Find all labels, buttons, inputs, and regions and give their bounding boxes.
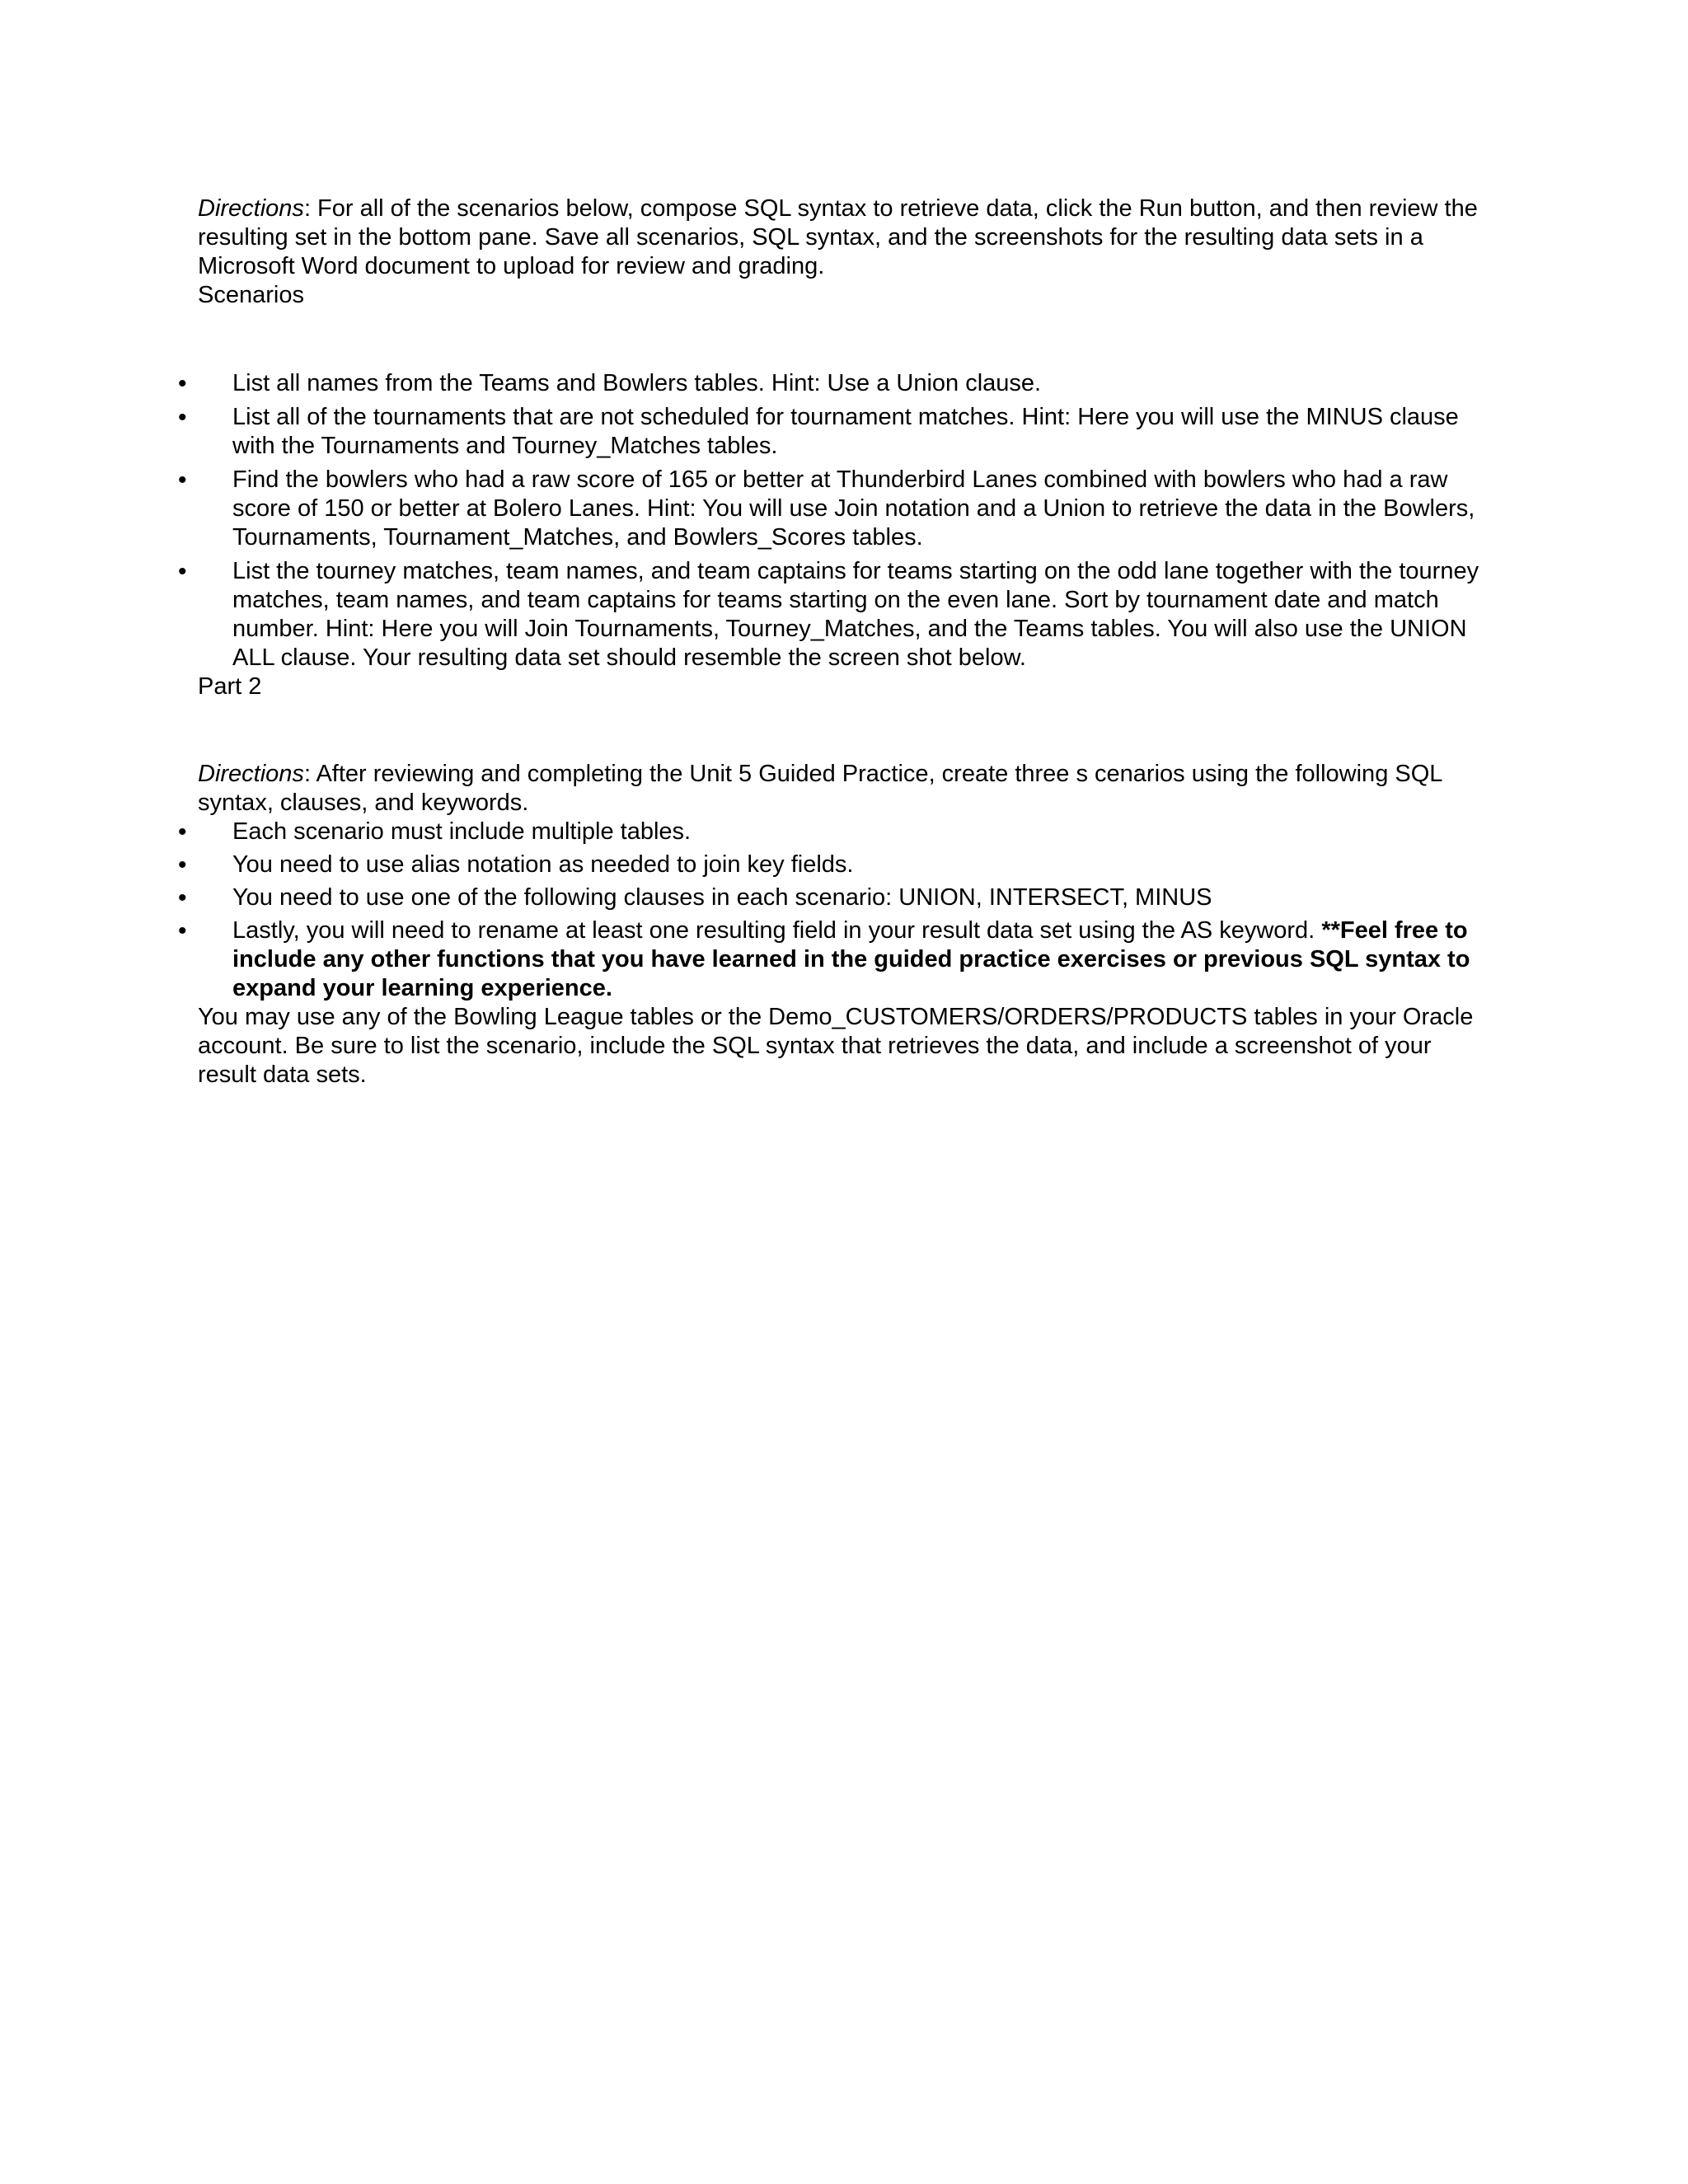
requirement-bold-note: **Feel free to include any other functions that you have learned in the guided practice exercises or previous SQL syntax to expand your learning experience. bbox=[232, 917, 1470, 1001]
directions-text: : After reviewing and completing the Unit 5 Guided Practice, create three s cenarios using the following SQL syntax, clauses, and keywords. bbox=[198, 761, 1442, 816]
scenario-list bbox=[198, 369, 1496, 673]
list-item: • You need to use alias notation as needed to join key fields. bbox=[198, 851, 1496, 879]
list-item: • You need to use one of the following clauses in each scenario: UNION, INTERSECT, MINUS bbox=[198, 883, 1496, 912]
document-body bbox=[198, 194, 1496, 1090]
requirement-list bbox=[198, 818, 1496, 1003]
list-item: • List all names from the Teams and Bowlers tables. Hint: Use a Union clause. bbox=[198, 369, 1496, 398]
closing-paragraph: You may use any of the Bowling League tables or the Demo_CUSTOMERS/ORDERS/PRODUCTS tables in your Oracle account. Be sure to list the scenario, include the SQL syntax that retrieves the data, and include a screenshot of your result data sets. bbox=[198, 1004, 1474, 1088]
list-item: • List the tourney matches, team names, and team captains for teams starting on the odd lane together with the tourney matches, team names, and team captains for teams starting on the even lane. Sort by tournament date and match number. Hint: Here you will Join Tournaments, Tourney_Matches, and the Teams tables. You will also use the UNION ALL clause. Your resulting data set should resemble the screen shot below. bbox=[198, 557, 1496, 673]
part1-directions bbox=[198, 194, 1496, 281]
directions-label: Directions bbox=[198, 195, 304, 222]
scenarios-heading: Scenarios bbox=[198, 282, 304, 308]
list-item: • Each scenario must include multiple tables. bbox=[198, 818, 1496, 846]
requirement-text: Lastly, you will need to rename at least one resulting field in your result data set using the AS keyword. bbox=[232, 917, 1322, 944]
list-item: • Find the bowlers who had a raw score of 165 or better at Thunderbird Lanes combined with bowlers who had a raw score of 150 or better at Bolero Lanes. Hint: You will use Join notation and a Union to retrieve the data in the Bowlers, Tournaments, Tournament_Matches, and Bowlers_Scores tables. bbox=[198, 466, 1496, 552]
list-item bbox=[198, 916, 1496, 1003]
spacer bbox=[198, 310, 1496, 369]
directions-label: Directions bbox=[198, 761, 304, 787]
part2-heading: Part 2 bbox=[198, 673, 262, 700]
list-item: • List all of the tournaments that are not scheduled for tournament matches. Hint: Here you will use the MINUS clause with the Tournaments and Tourney_Matches tables. bbox=[198, 403, 1496, 461]
part2-directions bbox=[198, 760, 1496, 818]
spacer bbox=[198, 701, 1496, 760]
directions-text: : For all of the scenarios below, compose SQL syntax to retrieve data, click the Run button, and then review the resulting set in the bottom pane. Save all scenarios, SQL syntax, and the screenshots for the resulting data sets in a Microsoft Word document to upload for review and grading. bbox=[198, 195, 1478, 279]
